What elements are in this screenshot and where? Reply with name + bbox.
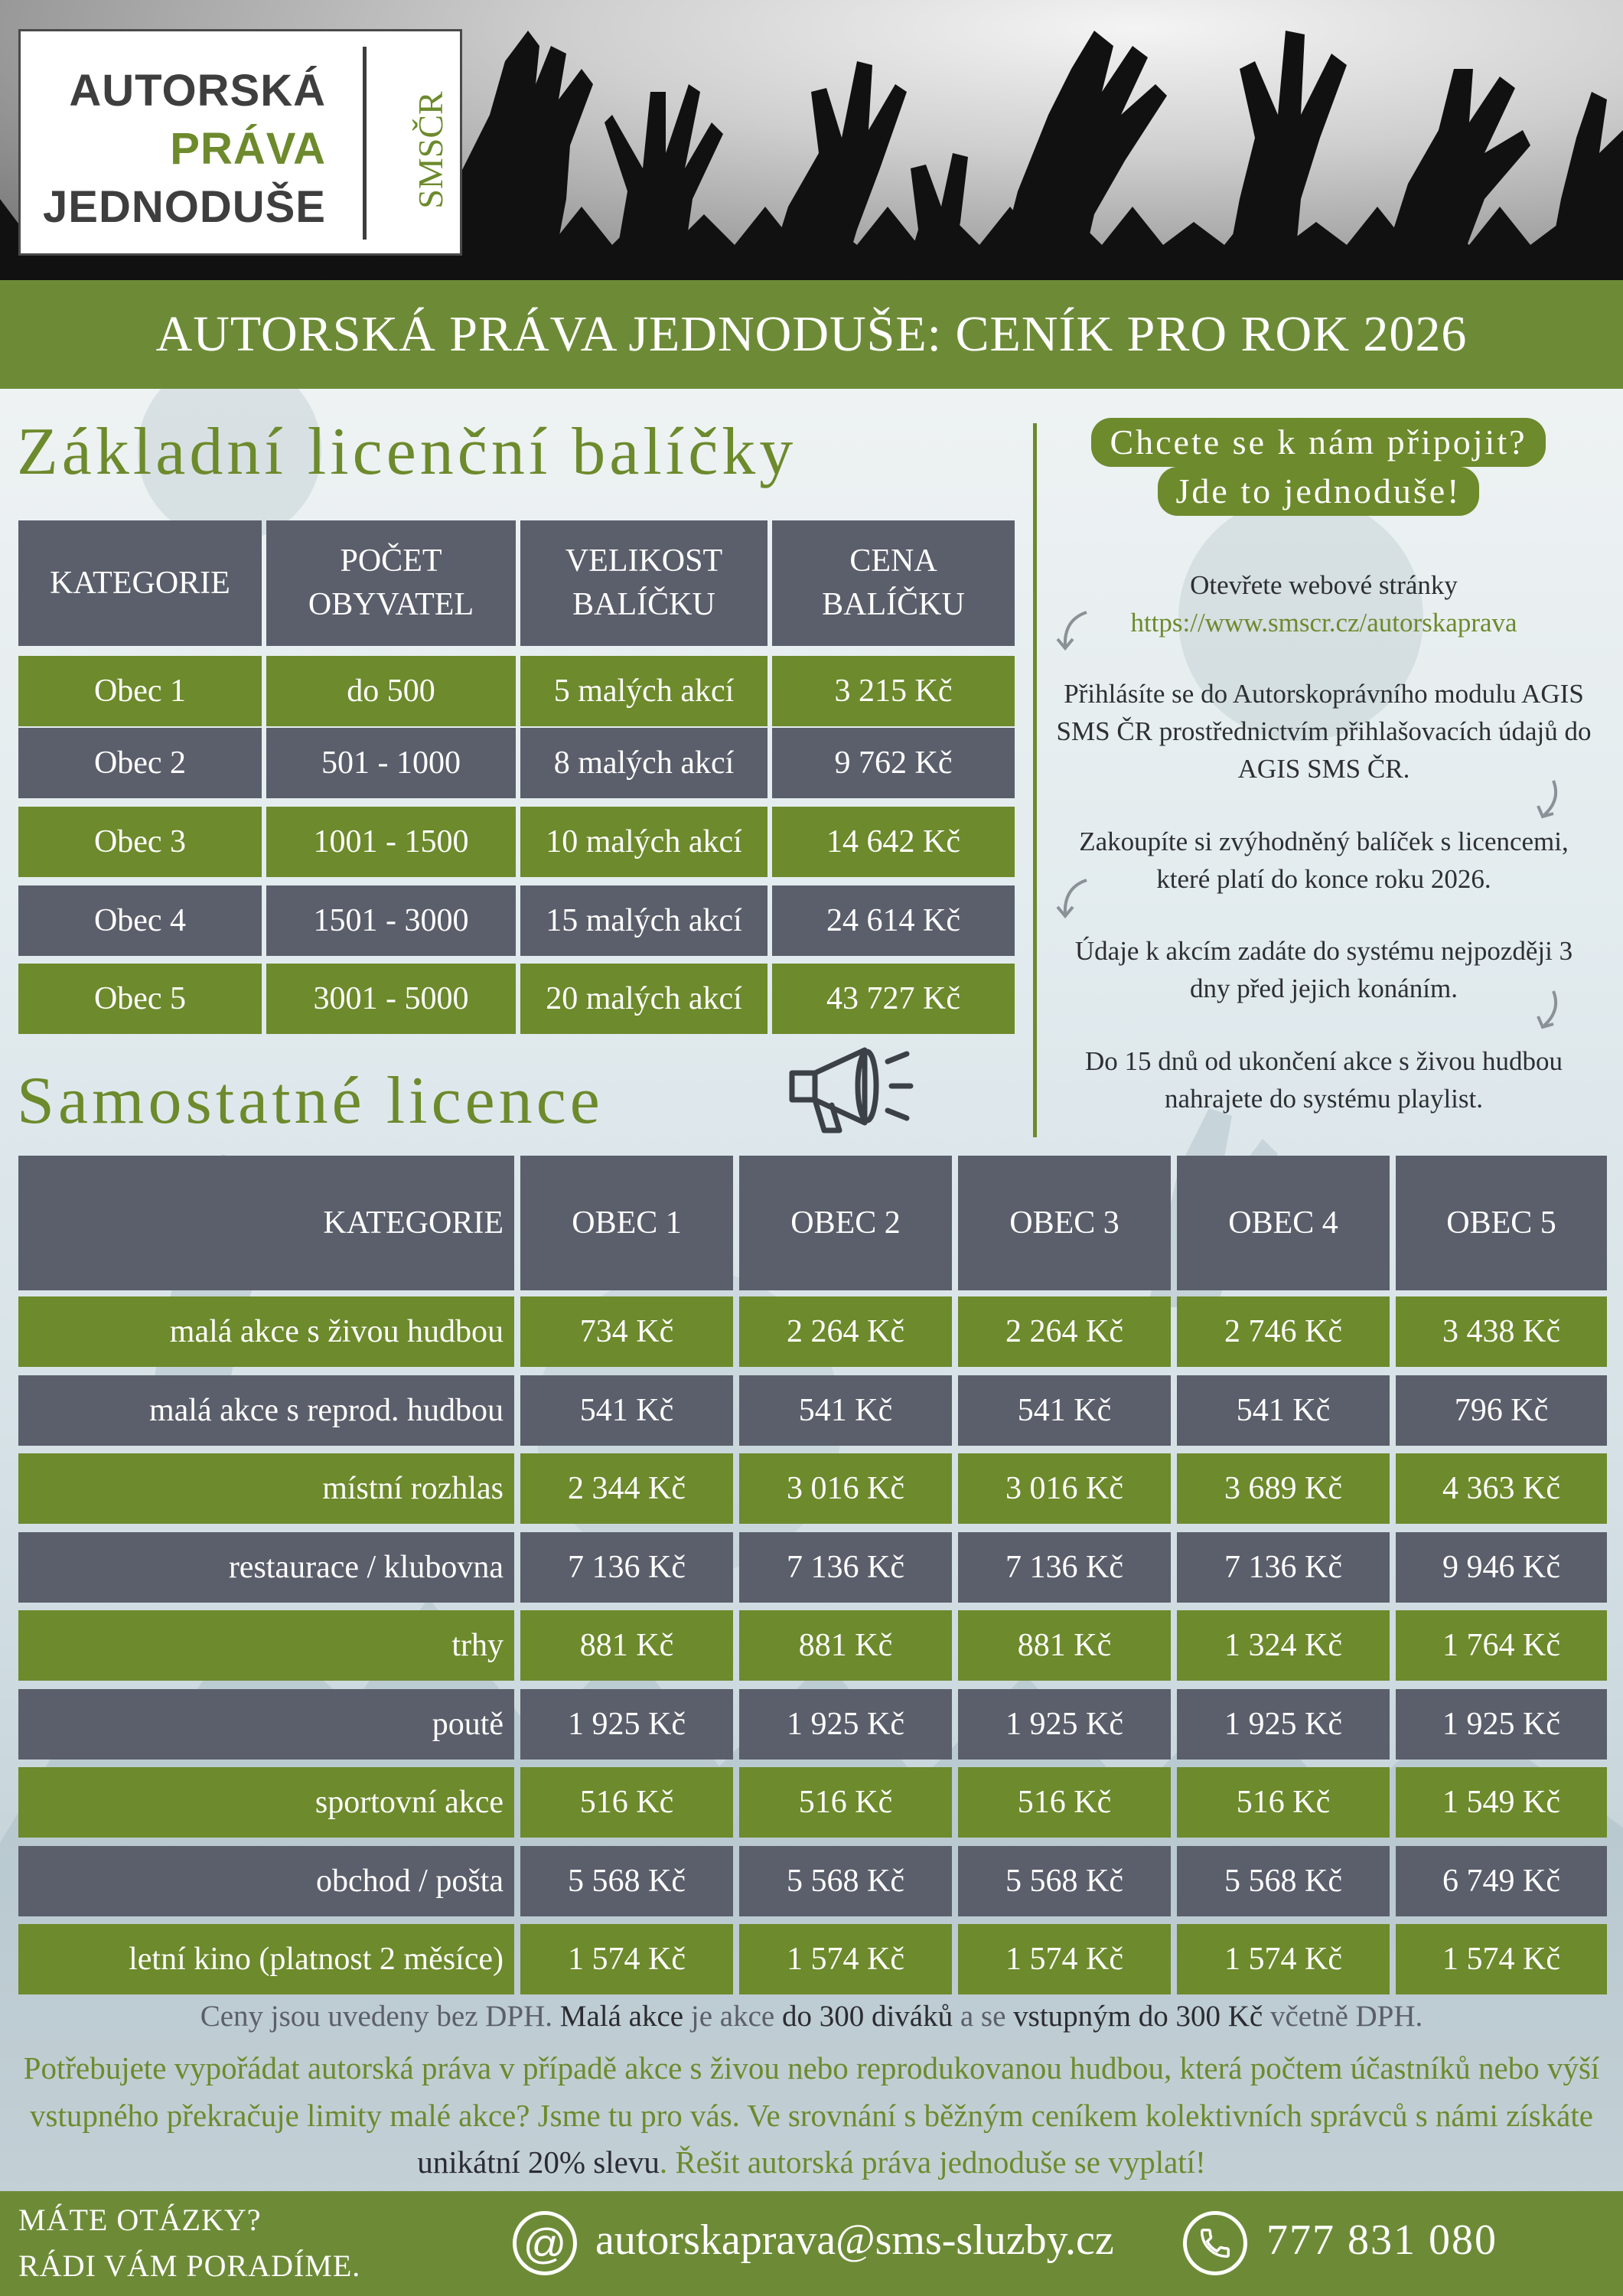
packages-header-cell: KATEGORIE	[18, 520, 262, 646]
packages-cell: 501 - 1000	[266, 728, 516, 798]
packages-cell: 43 727 Kč	[772, 964, 1015, 1034]
license-category-cell: obchod / pošta	[18, 1846, 514, 1916]
logo-line-2: PRÁVA	[170, 124, 326, 174]
packages-cell: 5 malých akcí	[520, 656, 768, 726]
curved-arrow-icon	[1530, 777, 1569, 823]
license-price-cell: 2 344 Kč	[520, 1453, 733, 1524]
note-highlight: do 300 diváků	[781, 2000, 953, 2033]
license-price-cell: 7 136 Kč	[739, 1532, 952, 1603]
license-price-cell: 3 689 Kč	[1177, 1453, 1390, 1524]
logo-brand: SMSČR	[410, 91, 450, 209]
phone-number[interactable]: 777 831 080	[1266, 2216, 1498, 2264]
packages-header-cell: CENA BALÍČKU	[772, 520, 1015, 646]
license-category-cell: místní rozhlas	[18, 1453, 514, 1524]
packages-cell: Obec 5	[18, 964, 262, 1034]
step-4: Údaje k akcím zadáte do systému nejpozději 3 dny před jejich konáním.	[1074, 936, 1573, 1003]
packages-cell: 8 malých akcí	[520, 728, 768, 798]
title-band	[0, 280, 1623, 389]
phone-icon	[1183, 2211, 1247, 2275]
license-category-cell: letní kino (platnost 2 měsíce)	[18, 1924, 514, 1994]
footer-question: MÁTE OTÁZKY?	[18, 2203, 262, 2237]
footer	[0, 2191, 1623, 2296]
note-text: a se	[953, 2000, 1014, 2033]
licenses-header-cell: OBEC 1	[520, 1156, 733, 1290]
packages-cell: Obec 4	[18, 885, 262, 956]
website-link[interactable]: https://www.smscr.cz/autorskaprava	[1130, 608, 1517, 638]
license-price-cell: 881 Kč	[520, 1610, 733, 1681]
license-price-cell: 734 Kč	[520, 1296, 733, 1367]
join-bubble	[1059, 417, 1578, 517]
license-price-cell: 1 574 Kč	[739, 1924, 952, 1994]
license-price-cell: 5 568 Kč	[1177, 1846, 1390, 1916]
vertical-divider	[1033, 423, 1037, 1137]
license-price-cell: 541 Kč	[958, 1375, 1171, 1446]
licenses-header-cell: OBEC 2	[739, 1156, 952, 1290]
packages-cell: 1501 - 3000	[266, 885, 516, 956]
packages-cell: 24 614 Kč	[772, 885, 1015, 956]
step-2: Přihlásíte se do Autorskoprávního modulu AGIS SMS ČR prostřednictvím přihlašovacích údajů do AGIS SMS ČR.	[1056, 679, 1592, 784]
packages-cell: 9 762 Kč	[772, 728, 1015, 798]
license-price-cell: 1 925 Kč	[1177, 1689, 1390, 1760]
email-link[interactable]: autorskaprava@sms-sluzby.cz	[595, 2216, 1114, 2264]
license-price-cell: 1 925 Kč	[739, 1689, 952, 1760]
license-price-cell: 516 Kč	[520, 1767, 733, 1838]
license-price-cell: 1 925 Kč	[520, 1689, 733, 1760]
note-highlight: Malá akce	[559, 2000, 684, 2033]
licenses-heading: Samostatné licence	[17, 1064, 604, 1138]
license-price-cell: 5 568 Kč	[739, 1846, 952, 1916]
curved-arrow-icon	[1056, 608, 1094, 654]
packages-cell: 3001 - 5000	[266, 964, 516, 1034]
license-price-cell: 3 016 Kč	[958, 1453, 1171, 1524]
packages-cell: 15 malých akcí	[520, 885, 768, 956]
license-price-cell: 4 363 Kč	[1396, 1453, 1607, 1524]
logo-line-1: AUTORSKÁ	[69, 66, 326, 116]
license-price-cell: 541 Kč	[739, 1375, 952, 1446]
license-category-cell: sportovní akce	[18, 1767, 514, 1838]
license-price-cell: 7 136 Kč	[1177, 1532, 1390, 1603]
licenses-header-cell: OBEC 3	[958, 1156, 1171, 1290]
license-price-cell: 796 Kč	[1396, 1375, 1607, 1446]
licenses-header-cell: OBEC 4	[1177, 1156, 1390, 1290]
license-price-cell: 9 946 Kč	[1396, 1532, 1607, 1603]
discount-highlight: unikátní 20% slevu	[417, 2144, 660, 2180]
packages-heading: Základní licenční balíčky	[17, 415, 797, 489]
license-price-cell: 1 574 Kč	[1396, 1924, 1607, 1994]
license-price-cell: 1 764 Kč	[1396, 1610, 1607, 1681]
license-price-cell: 516 Kč	[739, 1767, 952, 1838]
license-price-cell: 6 749 Kč	[1396, 1846, 1607, 1916]
license-price-cell: 516 Kč	[958, 1767, 1171, 1838]
packages-cell: 10 malých akcí	[520, 807, 768, 877]
packages-cell: Obec 3	[18, 807, 262, 877]
license-price-cell: 516 Kč	[1177, 1767, 1390, 1838]
page-title: AUTORSKÁ PRÁVA JEDNODUŠE: CENÍK PRO ROK 2026	[155, 306, 1468, 362]
license-price-cell: 2 264 Kč	[958, 1296, 1171, 1367]
curved-arrow-icon	[1056, 876, 1094, 922]
step-1	[1056, 566, 1592, 641]
megaphone-icon	[784, 1042, 914, 1138]
logo-line-3: JEDNODUŠE	[43, 182, 326, 232]
license-price-cell: 2 746 Kč	[1177, 1296, 1390, 1367]
footer-advice: RÁDI VÁM PORADÍME.	[18, 2249, 361, 2283]
packages-cell: 1001 - 1500	[266, 807, 516, 877]
license-price-cell: 881 Kč	[739, 1610, 952, 1681]
license-price-cell: 541 Kč	[1177, 1375, 1390, 1446]
license-price-cell: 5 568 Kč	[958, 1846, 1171, 1916]
note-text: Potřebujete vypořádat autorská práva v případě akce s živou nebo reprodukovanou hudbou, která počtem účastníků nebo výší vstupného překračuje limity malé akce? Jsme tu pro vás. Ve srovnání s běžným ceníkem kolektivních správců s námi získáte	[23, 2050, 1600, 2133]
packages-header-cell: VELIKOST BALÍČKU	[520, 520, 768, 646]
logo-divider	[363, 47, 367, 240]
packages-header-cell: POČET OBYVATEL	[266, 520, 516, 646]
license-price-cell: 7 136 Kč	[520, 1532, 733, 1603]
license-price-cell: 3 438 Kč	[1396, 1296, 1607, 1367]
step-1-text: Otevřete webové stránky	[1190, 570, 1458, 600]
discount-note	[15, 2045, 1608, 2187]
packages-cell: 3 215 Kč	[772, 656, 1015, 726]
note-text: včetně DPH.	[1263, 2000, 1423, 2033]
license-category-cell: trhy	[18, 1610, 514, 1681]
license-price-cell: 1 925 Kč	[1396, 1689, 1607, 1760]
license-category-cell: restaurace / klubovna	[18, 1532, 514, 1603]
license-price-cell: 881 Kč	[958, 1610, 1171, 1681]
step-5: Do 15 dnů od ukončení akce s živou hudbou nahrajete do systému playlist.	[1084, 1046, 1563, 1114]
license-price-cell: 1 324 Kč	[1177, 1610, 1390, 1681]
note-highlight: vstupným do 300 Kč	[1013, 2000, 1263, 2033]
note-text: Ceny jsou uvedeny bez DPH.	[200, 2000, 560, 2033]
license-price-cell: 2 264 Kč	[739, 1296, 952, 1367]
license-price-cell: 1 574 Kč	[520, 1924, 733, 1994]
license-price-cell: 3 016 Kč	[739, 1453, 952, 1524]
license-price-cell: 1 574 Kč	[958, 1924, 1171, 1994]
curved-arrow-icon	[1530, 987, 1569, 1033]
packages-cell: Obec 2	[18, 728, 262, 798]
license-category-cell: malá akce s živou hudbou	[18, 1296, 514, 1367]
license-price-cell: 541 Kč	[520, 1375, 733, 1446]
note-text: je akce	[683, 2000, 782, 2033]
packages-cell: 14 642 Kč	[772, 807, 1015, 877]
packages-cell: 20 malých akcí	[520, 964, 768, 1034]
join-line-1: Chcete se k nám připojit?	[1091, 418, 1545, 467]
licenses-header-cell: OBEC 5	[1396, 1156, 1607, 1290]
step-3: Zakoupíte si zvýhodněný balíček s licencemi, které platí do konce roku 2026.	[1079, 827, 1569, 894]
licenses-header-cell: KATEGORIE	[18, 1156, 514, 1290]
price-note	[0, 1999, 1623, 2033]
license-price-cell: 5 568 Kč	[520, 1846, 733, 1916]
license-category-cell: poutě	[18, 1689, 514, 1760]
packages-cell: do 500	[266, 656, 516, 726]
license-category-cell: malá akce s reprod. hudbou	[18, 1375, 514, 1446]
packages-cell: Obec 1	[18, 656, 262, 726]
license-price-cell: 7 136 Kč	[958, 1532, 1171, 1603]
join-line-2: Jde to jednoduše!	[1158, 467, 1480, 516]
license-price-cell: 1 574 Kč	[1177, 1924, 1390, 1994]
license-price-cell: 1 925 Kč	[958, 1689, 1171, 1760]
at-icon: @	[513, 2211, 577, 2275]
note-text: . Řešit autorská práva jednoduše se vyplatí!	[659, 2144, 1206, 2180]
logo	[18, 29, 462, 256]
license-price-cell: 1 549 Kč	[1396, 1767, 1607, 1838]
